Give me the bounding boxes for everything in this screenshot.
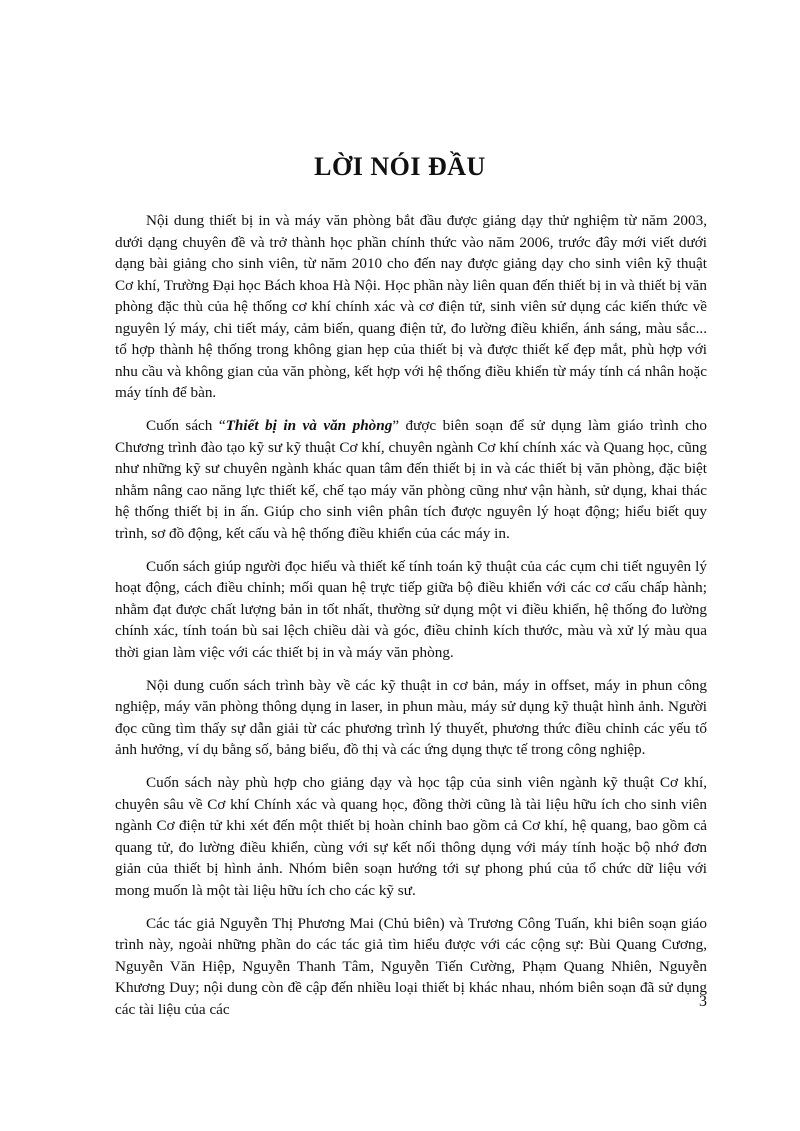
paragraph-1: Nội dung thiết bị in và máy văn phòng bắt đầu được giảng dạy thử nghiệm từ năm 2003, dưới dạng chuyên đề và trở thành học phần chính thức vào năm 2006, trước đây mới viết dưới dạng bài giảng cho sinh viên, từ năm 2010 cho đến nay được giảng dạy cho sinh viên kỹ thuật Cơ khí, Trường Đại học Bách khoa Hà Nội. Học phần này liên quan đến thiết bị in và thiết bị văn phòng đặc thù của hệ thống cơ khí chính xác và cơ điện tử, sinh viên sử dụng các kiến thức về nguyên lý máy, chi tiết máy, cảm biến, quang điện tử, đo lường điều khiển, ánh sáng, màu sắc... tổ hợp thành hệ thống trong không gian hẹp của thiết bị và được thiết kế đẹp mắt, phù hợp với nhu cầu và không gian của văn phòng, kết hợp với hệ thống điều khiển từ máy tính cá nhân hoặc máy tính để bàn. [115,212,707,401]
body-text [115,210,707,1032]
paragraph-4: Nội dung cuốn sách trình bày về các kỹ thuật in cơ bản, máy in offset, máy in phun công nghiệp, máy văn phòng thông dụng in laser, in phun màu, máy sử dụng kỹ thuật hình ảnh. Người đọc cũng tìm thấy sự dẫn giải từ các phương trình lý thuyết, phương thức điều chỉnh các yếu tố ảnh hưởng, ví dụ bằng số, bảng biểu, đồ thị và các ứng dụng thực tế trong công nghiệp. [115,676,707,758]
paragraph-5: Cuốn sách này phù hợp cho giảng dạy và học tập của sinh viên ngành kỹ thuật Cơ khí, chuyên sâu về Cơ khí Chính xác và quang học, đồng thời cũng là tài liệu hữu ích cho sinh viên ngành Cơ điện tử khi xét đến một thiết bị hoàn chỉnh bao gồm cả Cơ khí, hệ quang, bao gồm cả quang tử, đo lường điều khiển, cùng với sự kết nối thông dụng với máy tính hoặc bộ nhớ đơn giản của thiết bị hình ảnh. Nhóm biên soạn hướng tới sự phong phú của tổ chức dữ liệu với mong muốn là một tài liệu hữu ích cho các kỹ sư. [115,774,707,899]
paragraph-2-lead: Cuốn sách “ [146,417,226,434]
page-number: 3 [699,993,707,1010]
paragraph-2 [115,415,707,544]
paragraph-2-rest: ” được biên soạn để sử dụng làm giáo trình cho Chương trình đào tạo kỹ sư kỹ thuật Cơ khí, chuyên ngành Cơ khí chính xác và Quang học, cũng như những kỹ sư chuyên ngành khác quan tâm đến thiết bị in và các thiết bị văn phòng, đặc biệt nhằm nâng cao năng lực thiết kế, chế tạo máy văn phòng cũng như vận hành, sử dụng, khai thác hệ thống thiết bị in ấn. Giúp cho sinh viên phân tích được nguyên lý hoạt động; hiểu biết quy trình, sơ đồ động, kết cấu và hệ thống điều khiển của các máy in. [115,417,707,542]
book-title-emphasis: Thiết bị in và văn phòng [225,417,393,434]
paragraph-6: Các tác giả Nguyễn Thị Phương Mai (Chủ biên) và Trương Công Tuấn, khi biên soạn giáo trình này, ngoài những phần do các tác giả tìm hiểu được với các cộng sự: Bùi Quang Cương, Nguyễn Văn Hiệp, Nguyễn Thanh Tâm, Nguyễn Tiến Cường, Phạm Quang Nhiên, Nguyễn Khương Duy; nội dung còn đề cập đến nhiều loại thiết bị khác nhau, nhóm biên soạn đã sử dụng các tài liệu của các [115,914,707,1018]
page-title: LỜI NÓI ĐẦU [314,152,486,181]
paragraph-3: Cuốn sách giúp người đọc hiểu và thiết kế tính toán kỹ thuật của các cụm chi tiết nguyên lý hoạt động, cách điều chỉnh; mối quan hệ trực tiếp giữa bộ điều khiển với các cơ cấu chấp hành; nhằm đạt được chất lượng bản in tốt nhất, thường sử dụng một vi điều khiển, hệ thống đo lường chính xác, tính toán bù sai lệch chiều dài và góc, điều chỉnh kích thước, màu và xử lý màu qua thời gian làm việc với các thiết bị in và máy văn phòng. [115,557,707,661]
